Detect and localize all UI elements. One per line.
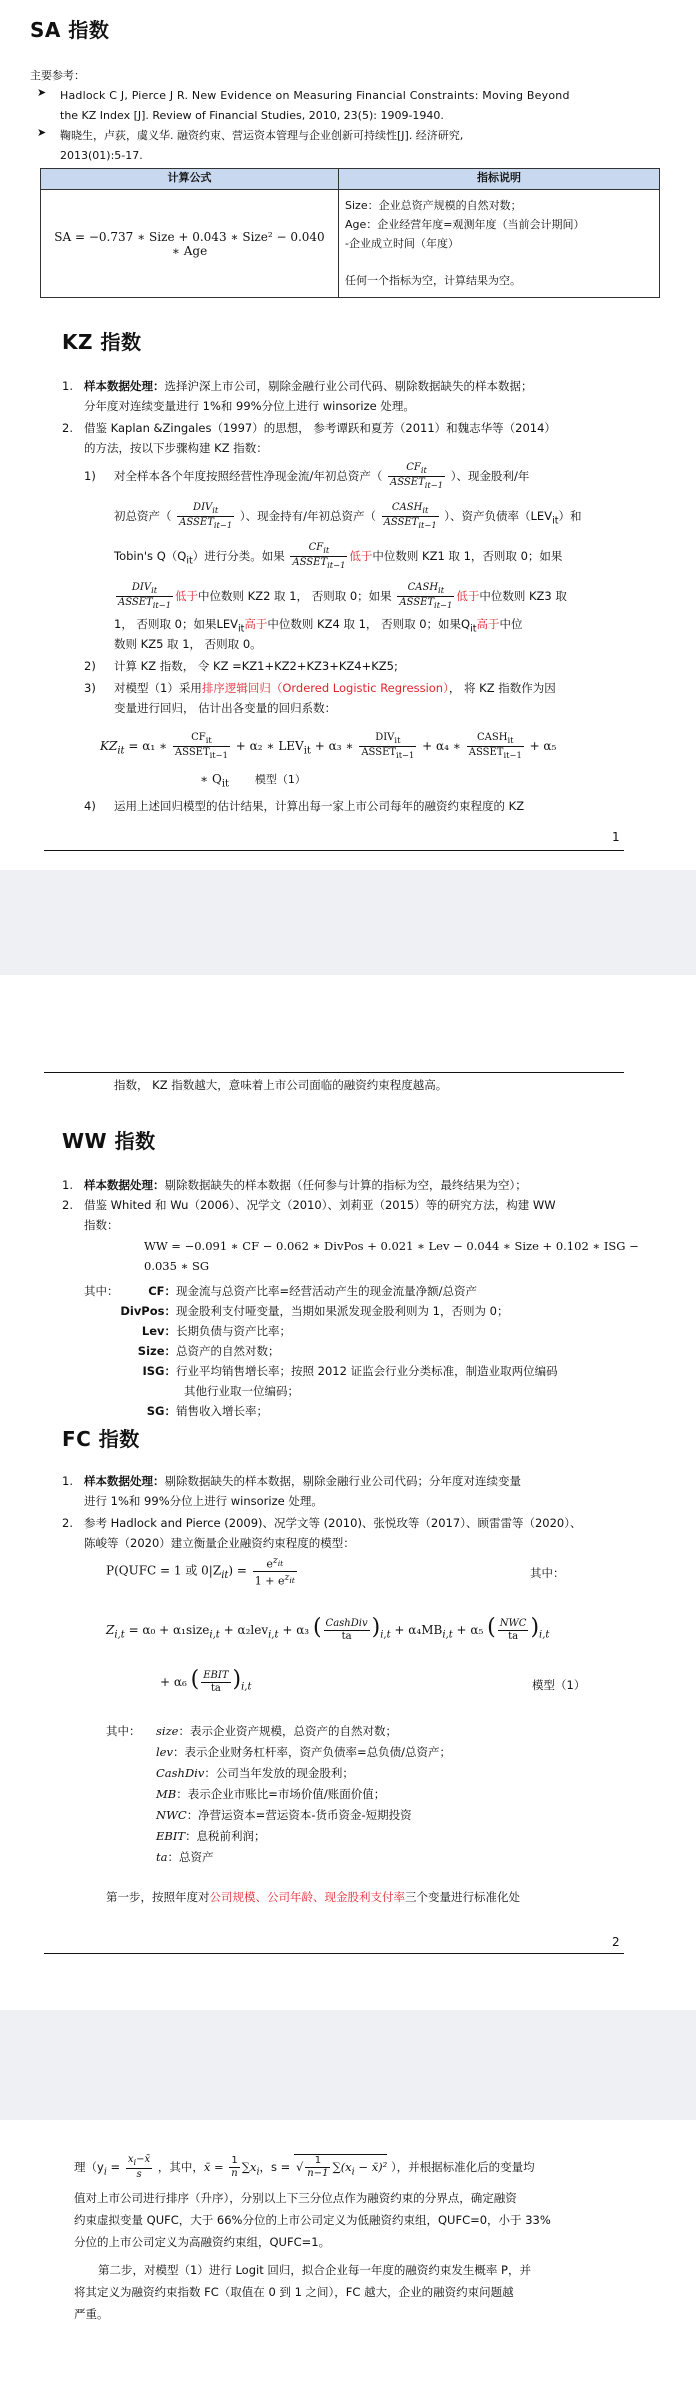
- fc-definition-value: ：公司当年发放的现金股利；: [204, 1766, 354, 1780]
- sa-formula-line-2: ∗ Age: [171, 243, 208, 258]
- desc-size: Size：企业总资产规模的自然对数；: [345, 199, 522, 212]
- document-page-1: [0, 0, 696, 870]
- sa-description-cell: [339, 190, 660, 298]
- step-3-line-2: 变量进行回归， 估计出各变量的回归系数：: [114, 701, 337, 715]
- standardize-line-1: 理（$y_i$ = $\frac{x_i-x̄}{s}$ ，其中，x̄ = $\frac{1}{n}$ $\sum x_i$，s = √ $\frac{1}{n-1}$ $\sum(x_i$ − x̄)² ），并根据标准化后的变量均: [74, 2154, 535, 2182]
- sa-heading: SA 指数: [30, 18, 110, 42]
- logit-equation: P(QUFC = 1 或 $0|Z_{it}$) = $\frac{e^{z_{it}}}{1 + e^{z_{it}}}$: [106, 1555, 295, 1588]
- cash-over-asset-fraction-2: $\frac{CASH_{it}}{ASSET_{it-1}}$: [399, 582, 453, 610]
- reference-2-line-1: 鞠晓生，卢荻，虞义华. 融资约束、营运资本管理与企业创新可持续性[J]. 经济研究,: [60, 129, 464, 142]
- z-equation-line-1: $Z_{i,t} = \alpha_0$ + α₁size$_{i,t}$ + α₂lev$_{i,t}$ + α₃ ( $\frac{\text{CashDiv}}{ta}$ )$_{i,t} + \alpha_4MB_{i,t} + \alpha_5$ ( $\frac{\text{NWC}}{ta}$ )$_{i,t}$: [106, 1615, 550, 1642]
- step-two-line-1: 第二步，对模型（1）进行 Logit 回归，拟合企业每一年度的融资约束发生概率 P，并: [98, 2263, 531, 2277]
- fc-definition-value: ：净营运资本=营运资本-货币资金-短期投资: [186, 1808, 412, 1822]
- step-4-number: 4): [84, 799, 96, 813]
- ww-definition-key: ISG：: [142, 1364, 176, 1378]
- fc-definition-row: [156, 1847, 213, 1867]
- ww-definition-value: 现金流与总资产比率=经营活动产生的现金流量净额/总资产: [176, 1284, 478, 1298]
- ebit-fraction: $\frac{\text{EBIT}}{ta}$: [203, 1670, 229, 1694]
- ww-formula-line-2: 0.035 ∗ SG: [144, 1259, 210, 1273]
- standardize-line-2: 值对上市公司进行排序（升序），分别以上下三分位点作为融资约束的分界点，确定融资: [74, 2191, 517, 2205]
- ww-heading: WW 指数: [62, 1129, 156, 1153]
- step-1-line-5: 1， 否则取 0；如果$LEV_{it}$高于中位数则 KZ4 取 1， 否则取 0；如果$Q_{it}$高于中位: [114, 617, 523, 635]
- fc-item-2-line-1: 参考 Hadlock and Pierce (2009)、况学文等 (2010)、张悦玫等（2017）、顾雷雷等（2020）、: [84, 1516, 582, 1530]
- higher-than-red-2: 高于: [476, 617, 500, 631]
- z-equation-line-2: + α₆ ( $\frac{\text{EBIT}}{ta}$ )$_{i,t}$: [160, 1667, 252, 1694]
- step-1-text-e: 1， 否则取 0；如果LEV: [114, 617, 238, 631]
- arrow-bullet-icon: ➤: [37, 126, 47, 139]
- document-page-2: [0, 975, 696, 2010]
- fc-definition-value: ：表示企业资产规模，总资产的自然对数；: [178, 1724, 397, 1738]
- step-one-b: 三个变量进行标准化处: [405, 1890, 520, 1904]
- fc-item-1-line-2: 进行 1%和 99%分位上进行 winsorize 处理。: [84, 1494, 323, 1508]
- fc-definition-row: [156, 1826, 266, 1846]
- model-1-label: 模型（1）: [254, 773, 306, 786]
- fc-definition-row: [156, 1721, 397, 1741]
- step-1-line-2: 初总资产（ $\frac{DIV_{it}}{ASSET_{it-1}}$ ）、现金持有/年初总资产（ $\frac{CASH_{it}}{ASSET_{it-1}}$ ）、资产负债率$(LEV_{it})$和: [114, 502, 582, 530]
- fc-definition-key: NWC: [156, 1808, 187, 1822]
- lower-than-red-3: 低于: [456, 589, 480, 603]
- fc-definition-key: EBIT: [156, 1829, 186, 1843]
- fc-definition-row: [156, 1784, 385, 1804]
- kz-item-1-bold: 样本数据处理：: [84, 379, 165, 393]
- fc-item-1-text: 剔除数据缺失的样本数据，剔除金融行业公司代码；分年度对连续变量: [164, 1474, 521, 1488]
- ww-definition-key: Lev：: [141, 1324, 176, 1338]
- arrow-bullet-icon: ➤: [37, 86, 47, 99]
- cash-over-asset-fraction-3: $\frac{CASH_{it}}{ASSET_{it-1}}$: [468, 732, 522, 760]
- step-1-text-a2: ）、现金股利/年: [450, 469, 530, 483]
- ww-definition-key: Size：: [137, 1344, 176, 1358]
- step-1-text-e3: 中位数则 KZ4 取 1， 否则取 0；如果Q: [267, 617, 471, 631]
- step-1-text-a: 对全样本各个年度按照经营性净现金流/年初总资产（: [114, 469, 383, 483]
- cf-over-asset-fraction-2: $\frac{CF_{it}}{ASSET_{it-1}}$: [292, 542, 346, 570]
- ww-definition-key: SG：: [146, 1404, 176, 1418]
- ww-definition-key: DivPos：: [120, 1304, 176, 1318]
- fc-model-label: 模型（1）: [532, 1678, 586, 1692]
- ww-definition-value: 行业平均销售增长率；按照 2012 证监会行业分类标准，制造业取两位编码: [176, 1364, 558, 1378]
- cash-over-asset-fraction: $\frac{CASH_{it}}{ASSET_{it-1}}$: [383, 502, 437, 530]
- step-3-number: 3): [84, 681, 96, 695]
- ww-item-1-text: 剔除数据缺失的样本数据（任何参与计算的指标为空，最终结果为空）；: [164, 1178, 527, 1192]
- ww-definition-row: [114, 1321, 291, 1341]
- ww-item-1-bold: 样本数据处理：: [84, 1178, 165, 1192]
- page-number: 1: [612, 830, 620, 844]
- reference-2-line-2: 2013(01):5-17.: [60, 149, 143, 162]
- lower-than-red-2: 低于: [175, 589, 199, 603]
- logit-fraction: $\frac{e^{z_{it}}}{1 + e^{z_{it}}}$: [254, 1555, 295, 1588]
- kz-continuation: 指数， KZ 指数越大，意味着上市公司面临的融资约束程度越高。: [114, 1078, 448, 1092]
- step-3-line-1: [114, 678, 556, 698]
- desc-null-rule: 任何一个指标为空，计算结果为空。: [345, 274, 521, 287]
- step-1-text-c2: ）进行分类。如果: [192, 549, 285, 563]
- ww-definition-row: [114, 1281, 477, 1301]
- ww-item-1-number: 1.: [62, 1178, 73, 1192]
- kz-heading: KZ 指数: [62, 330, 142, 354]
- references-label: 主要参考：: [30, 69, 85, 82]
- reference-1-line-1: Hadlock C J, Pierce J R. New Evidence on Measuring Financial Constraints: Moving Beyond: [60, 89, 570, 102]
- div-over-asset-fraction-3: $\frac{DIV_{it}}{ASSET_{it-1}}$: [361, 732, 415, 760]
- fc-definition-key: size: [156, 1724, 179, 1738]
- step-1-line-1: [114, 462, 529, 491]
- ww-item-2-line-1: 借鉴 Whited 和 Wu（2006）、况学文（2010）、刘莉亚（2015）等的研究方法，构建 WW: [84, 1198, 556, 1212]
- kz-item-1: [84, 376, 674, 396]
- ww-item-2-number: 2.: [62, 1198, 73, 1212]
- fc-definition-row: [156, 1763, 354, 1783]
- fc-definition-value: ：总资产: [167, 1850, 214, 1864]
- one-over-n-fraction: $\frac{1}{n}$: [231, 2155, 238, 2179]
- table-header-formula: 计算公式: [41, 169, 339, 190]
- reference-1-line-2: the KZ Index [J]. Review of Financial Studies, 2010, 23(5): 1909-1940.: [60, 109, 444, 122]
- one-over-n-minus-1-fraction: $\frac{1}{n-1}$: [307, 2155, 329, 2179]
- fc-definition-key: CashDiv: [156, 1766, 205, 1780]
- ww-definition-row: [114, 1301, 508, 1321]
- step-1-text-b3: ）、资产负债率（LEV: [444, 509, 553, 523]
- step-3-text-a: 对模型（1）采用: [114, 681, 202, 695]
- fc-definition-row: [156, 1742, 451, 1762]
- fc-definition-value: ：表示企业市账比=市场价值/账面价值；: [176, 1787, 386, 1801]
- logit-where: 其中：: [530, 1566, 565, 1580]
- kz-item-1-line-2: 分年度对连续变量进行 1%和 99%分位上进行 winsorize 处理。: [84, 399, 415, 413]
- ww-definition-value: 长期负债与资产比率；: [176, 1324, 291, 1338]
- kz-model-line-2: ∗ $Q_{it}$ 模型（1）: [200, 772, 306, 790]
- nwc-fraction: $\frac{\text{NWC}}{ta}$: [499, 1618, 527, 1642]
- page-number: 2: [612, 1935, 620, 1949]
- step-1-line-6: 数则 KZ5 取 1， 否则取 0。: [114, 637, 262, 651]
- ww-definition-row: [114, 1361, 558, 1381]
- step-one-a: 第一步，按照年度对: [106, 1890, 210, 1904]
- kz-item-2-number: 2.: [62, 421, 73, 435]
- higher-than-red: 高于: [244, 617, 268, 631]
- ww-definition-row: [184, 1381, 299, 1401]
- lower-than-red: 低于: [349, 549, 373, 563]
- sa-index-table: [40, 168, 660, 298]
- fc-definition-key: MB: [156, 1787, 177, 1801]
- div-over-asset-fraction: $\frac{DIV_{it}}{ASSET_{it-1}}$: [179, 502, 233, 530]
- fc-definition-value: ：息税前利润；: [185, 1829, 266, 1843]
- ww-definition-value: 总资产的自然对数；: [176, 1344, 280, 1358]
- step-1-number: 1): [84, 469, 96, 483]
- sa-formula-cell: [41, 190, 339, 298]
- ww-definition-value: 现金股利支付哑变量，当期如果派发现金股利则为 1，否则为 0；: [176, 1304, 509, 1318]
- kz-item-1-text: 选择沪深上市公司，剔除金融行业公司代码、剔除数据缺失的样本数据；: [164, 379, 533, 393]
- ww-definition-row: [114, 1341, 280, 1361]
- step-3-text-b: ， 将 KZ 指数作为因: [448, 681, 556, 695]
- cashdiv-fraction: $\frac{\text{CashDiv}}{ta}$: [325, 1618, 368, 1642]
- kz-lhs: KZ: [100, 739, 118, 753]
- fc-where-label: 其中：: [106, 1724, 141, 1738]
- step-2-number: 2): [84, 659, 96, 673]
- ww-item-1: [84, 1175, 527, 1195]
- footer-divider: [44, 1953, 624, 1954]
- kz-model-equation: $KZ_{it} = \alpha_1$ ∗ $\frac{CF_{it}}{ASSET_{it-1}}$ + α₂ ∗ $LEV_{it} + \alpha_3$ ∗ $\frac{DIV_{it}}{ASSET_{it-1}}$ + α₄ ∗ $\frac{CASH_{it}}{ASSET_{it-1}}$ + α₅: [100, 732, 557, 760]
- kz-item-2-line-2: 的方法，按以下步骤构建 KZ 指数：: [84, 441, 268, 455]
- step-1-text-c: Tobin's Q（Q: [114, 549, 187, 563]
- fc-heading: FC 指数: [62, 1427, 140, 1451]
- step-1-text-b2: ）、现金持有/年初总资产（: [239, 509, 376, 523]
- document-page-3: [0, 2120, 696, 2394]
- z-score-fraction: $\frac{x_i-x̄}{s}$: [127, 2154, 151, 2180]
- table-header-description: 指标说明: [339, 169, 660, 190]
- fc-definition-value: ：表示企业财务杠杆率，资产负债率=总负债/总资产；: [172, 1745, 451, 1759]
- fc-item-2-number: 2.: [62, 1516, 73, 1530]
- kz-item-1-number: 1.: [62, 379, 73, 393]
- div-over-asset-fraction-2: $\frac{DIV_{it}}{ASSET_{it-1}}$: [118, 582, 172, 610]
- cf-over-asset-fraction: $\frac{CF_{it}}{ASSET_{it-1}}$: [390, 462, 444, 490]
- step-2-text: 计算 KZ 指数， 令 KZ =KZ1+KZ2+KZ3+KZ4+KZ5;: [114, 659, 398, 673]
- desc-age: Age：企业经营年度=观测年度（当前会计期间）: [345, 218, 585, 231]
- fc-definition-row: [156, 1805, 412, 1825]
- fc-definition-key: ta: [156, 1850, 168, 1864]
- footer-divider: [44, 850, 624, 851]
- standardize-line-3: 约束虚拟变量 QUFC，大于 66%分位的上市公司定义为低融资约束组，QUFC=0，小于 33%: [74, 2213, 551, 2227]
- fc-item-2-line-2: 陈峻等（2020）建立衡量企业融资约束程度的模型：: [84, 1536, 355, 1550]
- step-1-text-e5: 中位: [499, 617, 523, 631]
- fc-item-1: [84, 1471, 521, 1491]
- ww-definition-value: 其他行业取一位编码；: [184, 1384, 299, 1398]
- ordered-logistic-regression-red: 排序逻辑回归（Ordered Logistic Regression）: [201, 681, 449, 695]
- ww-formula-line-1: WW = −0.091 ∗ CF − 0.062 ∗ DivPos + 0.021 ∗ Lev − 0.044 ∗ Size + 0.102 ∗ ISG −: [144, 1239, 639, 1253]
- sqrt-expression: √ $\frac{1}{n-1}$ $\sum(x_i$ − x̄)²: [294, 2154, 387, 2182]
- step-1-line-3: Tobin's $Q(Q_{it})$进行分类。如果 $\frac{CF_{it}}{ASSET_{it-1}}$ 低于中位数则 KZ1 取 1，否则取 0；如果: [114, 542, 563, 570]
- step-two-line-2: 将其定义为融资约束指数 FC（取值在 0 到 1 之间），FC 越大，企业的融资约束问题越: [74, 2285, 514, 2299]
- step-1-line-4: [114, 582, 567, 611]
- ww-definition-key: CF：: [148, 1284, 176, 1298]
- kz-item-2-line-1: 借鉴 Kaplan &Zingales（1997）的思想， 参考谭跃和夏芳（2011）和魏志华等（2014）: [84, 421, 556, 435]
- fc-item-1-bold: 样本数据处理：: [84, 1474, 165, 1488]
- cf-over-asset-fraction-3: $\frac{CF_{it}}{ASSET_{it-1}}$: [174, 732, 228, 760]
- standardize-line-4: 分位的上市公司定义为高融资约束组，QUFC=1。: [74, 2235, 331, 2249]
- step-1-text-b4: ）和: [558, 509, 582, 523]
- step-1-text-d4: 中位数则 KZ2 取 1， 否则取 0；如果: [198, 589, 392, 603]
- fc-item-1-number: 1.: [62, 1474, 73, 1488]
- step-1-text-b: 初总资产（: [114, 509, 172, 523]
- step-1-text-c4: 中位数则 KZ1 取 1，否则取 0；如果: [372, 549, 563, 563]
- ww-definition-value: 销售收入增长率；: [176, 1404, 268, 1418]
- step-4-text: 运用上述回归模型的估计结果，计算出每一家上市公司每年的融资约束程度的 KZ: [114, 799, 525, 813]
- ww-item-2-line-2: 指数：: [84, 1218, 119, 1232]
- ww-where-label: 其中：: [84, 1284, 119, 1298]
- sa-formula-line-1: SA = −0.737 ∗ Size + 0.043 ∗ Size² − 0.040: [54, 229, 325, 244]
- step-1-text-d7: 中位数则 KZ3 取: [479, 589, 567, 603]
- step-one-text: [106, 1887, 520, 1907]
- ww-definition-row: [114, 1401, 268, 1421]
- desc-age-cont: -企业成立时间（年度）: [345, 237, 459, 250]
- step-one-red-vars: 公司规模、公司年龄、现金股利支付率: [209, 1890, 405, 1904]
- fc-definition-key: lev: [156, 1745, 173, 1759]
- header-divider: [44, 1072, 624, 1073]
- step-two-line-3: 严重。: [74, 2307, 109, 2321]
